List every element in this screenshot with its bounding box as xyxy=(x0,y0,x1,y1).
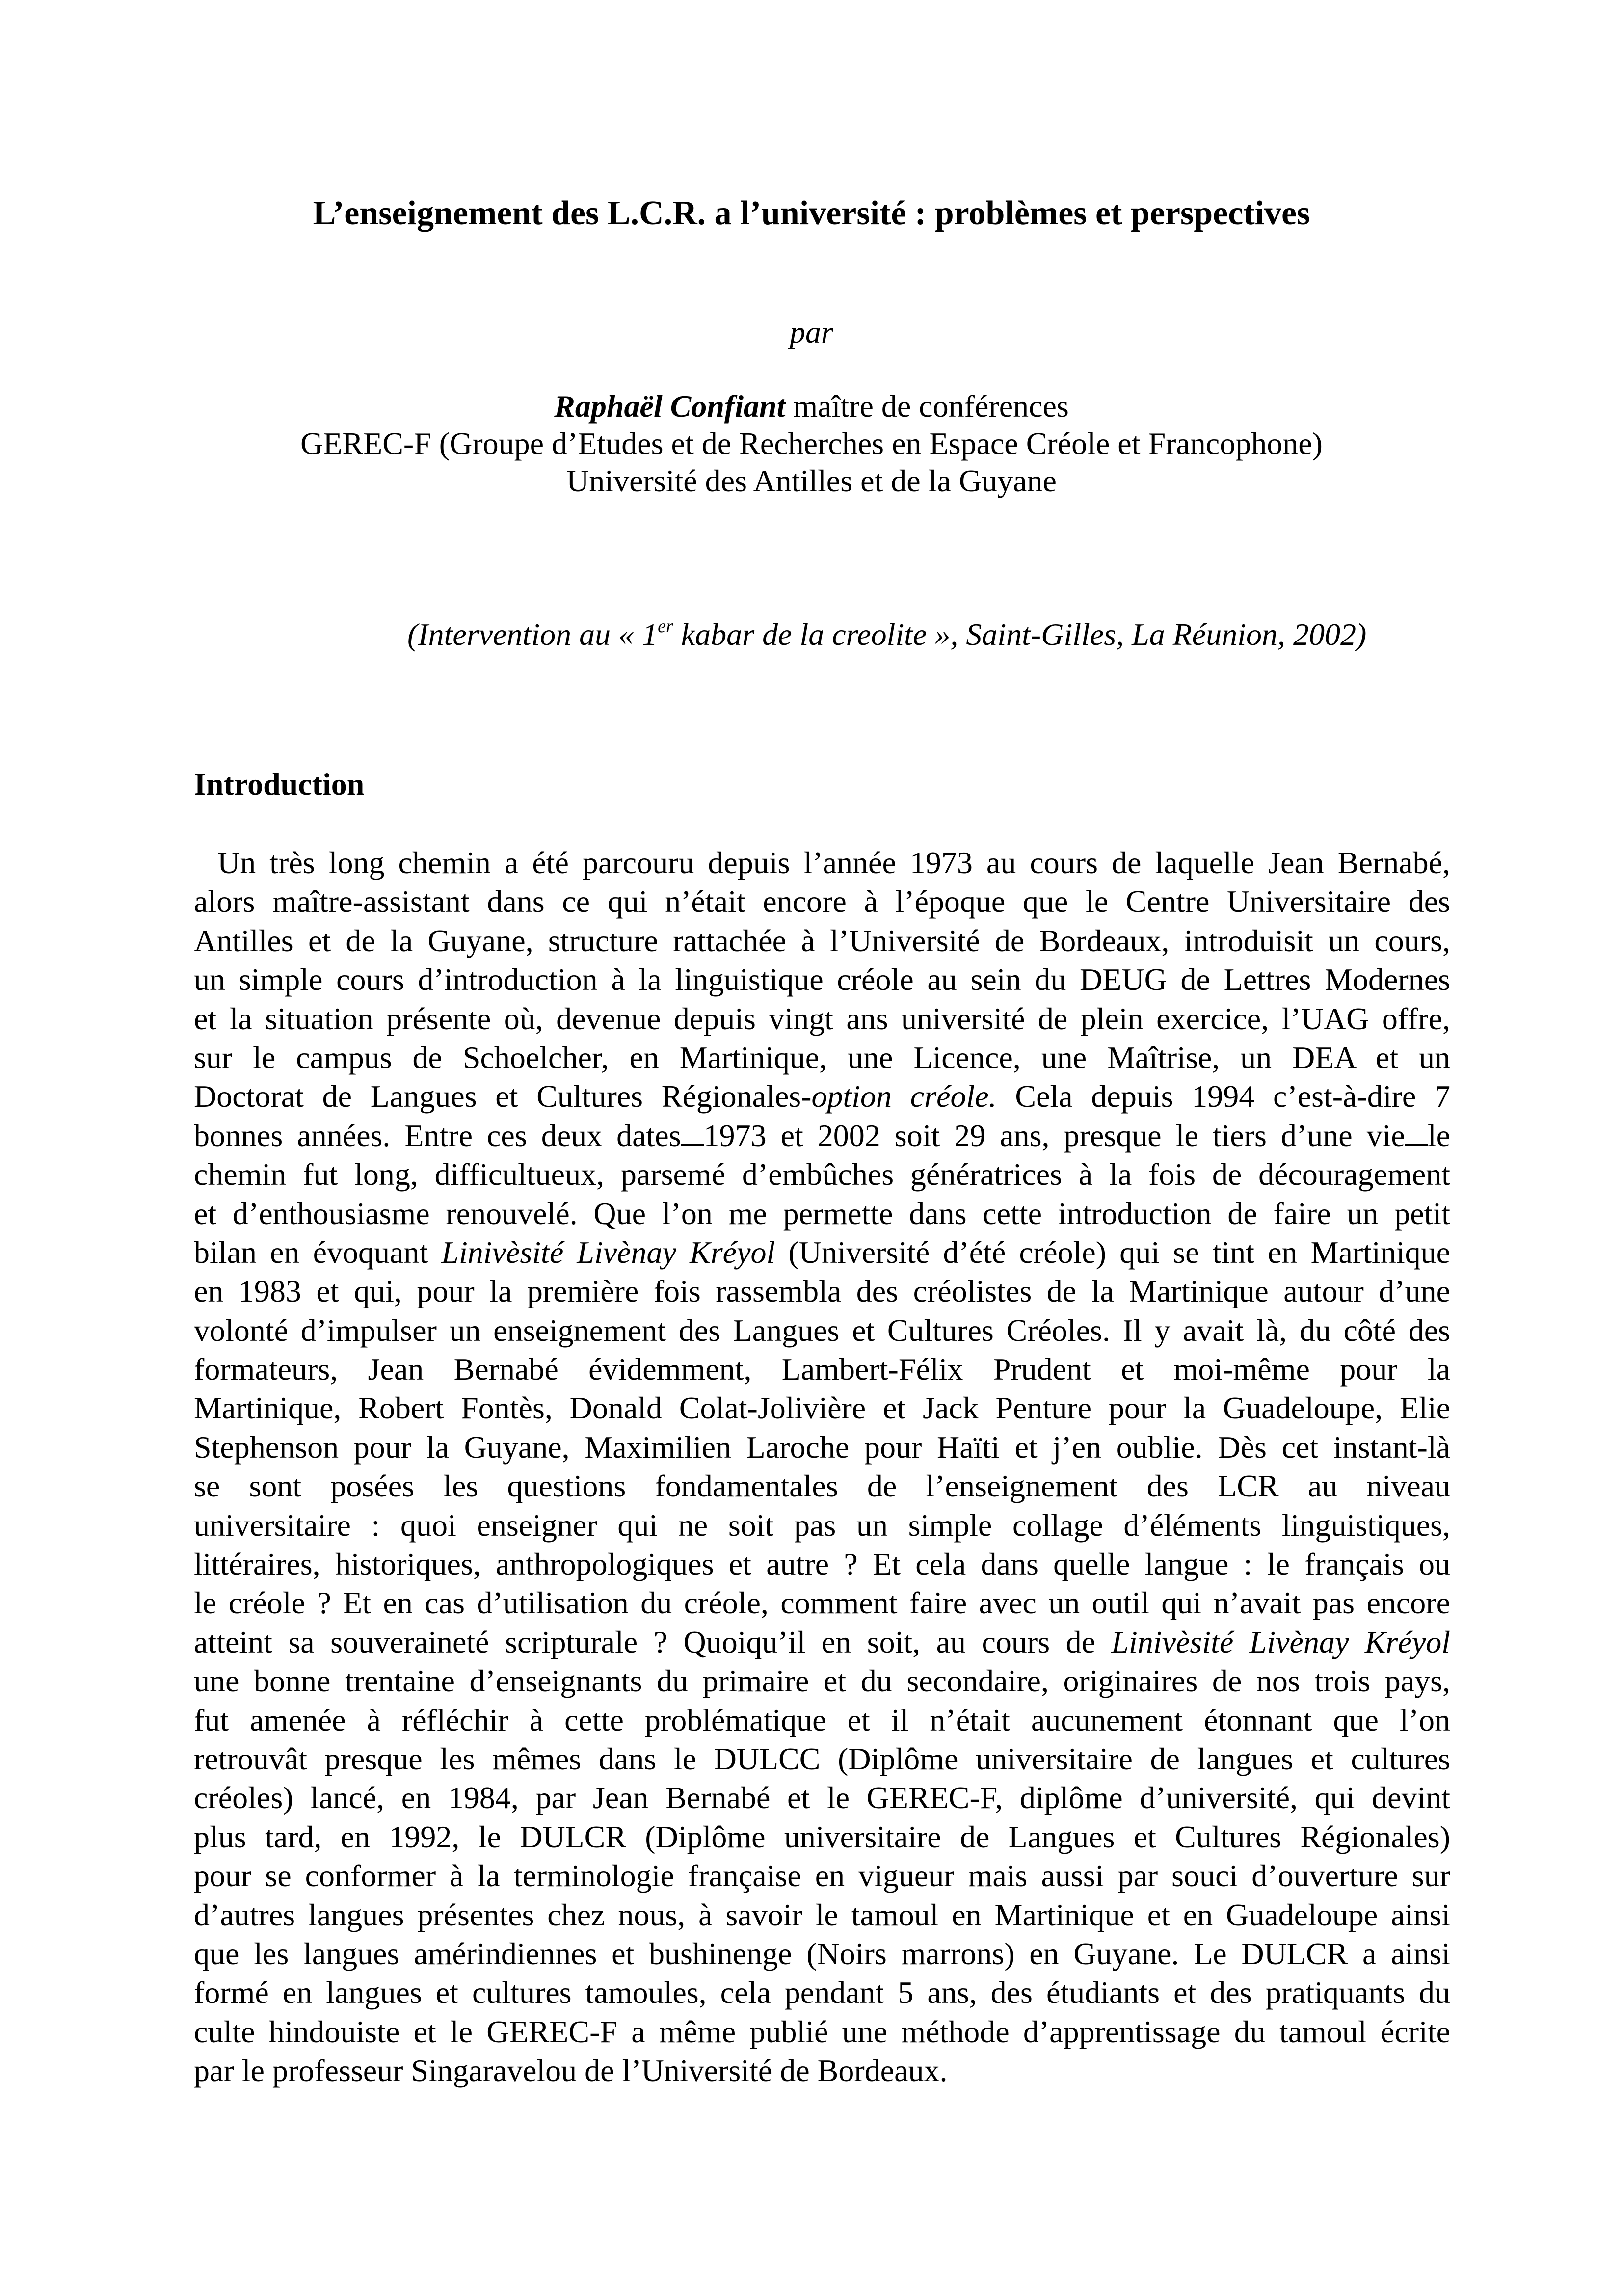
paragraph-line xyxy=(194,1661,1450,1700)
text-run: retrouvât presque les mêmes dans le DULCC (Diplôme universitaire de langues et cultures xyxy=(194,1741,1450,1776)
paragraph-line xyxy=(194,1272,1450,1310)
paragraph-line xyxy=(194,1388,1450,1427)
text-run: culte hindouiste et le GEREC-F a même publié une méthode d’apprentissage du tamoul écrite xyxy=(194,2014,1450,2049)
paragraph-line xyxy=(194,1233,1450,1272)
paragraph-line xyxy=(194,2012,1450,2051)
text-run: se sont posées les questions fondamentales de l’enseignement des LCR au niveau xyxy=(194,1468,1450,1504)
text-run: et la situation présente où, devenue depuis vingt ans université de plein exercice, l’UAG offre, xyxy=(194,1001,1450,1036)
venue-superscript: er xyxy=(658,616,673,637)
text-run: universitaire : quoi enseigner qui ne soit pas un simple collage d’éléments linguistiques, xyxy=(194,1507,1450,1543)
text-run: Stephenson pour la Guyane, Maximilien Laroche pour Haïti et j’en oublie. Dès cet instant-là xyxy=(194,1429,1450,1465)
paragraph-line xyxy=(194,999,1450,1038)
paragraph-line xyxy=(194,1701,1450,1739)
text-run: 1973 et 2002 soit 29 ans, presque le tiers d’une vie xyxy=(703,1118,1405,1153)
text-run: sur le campus de Schoelcher, en Martinique, une Licence, une Maîtrise, un DEA et un xyxy=(194,1040,1450,1075)
text-run: plus tard, en 1992, le DULCR (Diplôme universitaire de Langues et Cultures Régionales) xyxy=(194,1819,1450,1854)
paragraph-line xyxy=(194,1778,1450,1817)
paragraph-line xyxy=(194,2051,1450,2090)
text-run: Martinique, Robert Fontès, Donald Colat-Jolivière et Jack Penture pour la Guadeloupe, Elie xyxy=(194,1390,1450,1426)
italic-text: Linivèsité Livènay Kréyol xyxy=(441,1234,775,1270)
section-heading: Introduction xyxy=(194,767,365,801)
text-run: et d’enthousiasme renouvelé. Que l’on me permette dans cette introduction de faire un petit xyxy=(194,1196,1450,1231)
paragraph-line xyxy=(194,1817,1450,1856)
paragraph-line xyxy=(194,1077,1450,1116)
paragraph-line xyxy=(194,1623,1450,1661)
text-run: Antilles et de la Guyane, structure rattachée à l’Université de Bordeaux, introduisit un cours, xyxy=(194,923,1450,958)
paragraph-line xyxy=(194,1350,1450,1388)
paragraph-line xyxy=(194,1739,1450,1778)
text-run: Doctorat de Langues et Cultures Régionales- xyxy=(194,1079,812,1114)
text-run: par le professeur Singaravelou de l’Université de Bordeaux. xyxy=(194,2053,948,2088)
author-role: maître de conférences xyxy=(785,389,1069,424)
paragraph-line xyxy=(194,1155,1450,1194)
paragraph-line xyxy=(194,1194,1450,1233)
paragraph-line xyxy=(194,1467,1450,1505)
text-run: Un très long chemin a été parcouru depuis l’année 1973 au cours de laquelle Jean Bernabé, xyxy=(217,845,1450,880)
author-affiliation: GEREC-F (Groupe d’Etudes et de Recherches en Espace Créole et Francophone) xyxy=(300,426,1323,461)
byline: par xyxy=(790,315,833,349)
text-run: Cela depuis 1994 c’est-à-dire 7 xyxy=(996,1079,1451,1114)
text-run: en 1983 et qui, pour la première fois rassembla des créolistes de la Martinique autour d’une xyxy=(194,1274,1450,1309)
text-run: atteint sa souveraineté scripturale ? Quoiqu’il en soit, au cours de xyxy=(194,1624,1112,1659)
italic-text: Linivèsité Livènay Kréyol xyxy=(1111,1624,1451,1659)
paragraph-line xyxy=(194,843,1450,882)
document-title: L’enseignement des L.C.R. a l’université : problèmes et perspectives xyxy=(313,194,1310,232)
paragraph-line xyxy=(194,882,1450,921)
paragraph-line xyxy=(194,1896,1450,1934)
text-run: bilan en évoquant xyxy=(194,1234,442,1270)
paragraph-line xyxy=(194,1545,1450,1583)
text-run: formé en langues et cultures tamoules, cela pendant 5 ans, des étudiants et des pratiquants du xyxy=(194,1975,1450,2010)
italic-text: option créole. xyxy=(811,1079,997,1114)
author-name: Raphaël Confiant xyxy=(554,389,786,424)
paragraph-line xyxy=(194,960,1450,999)
text-run: chemin fut long, difficultueux, parsemé d’embûches génératrices à la fois de découragement xyxy=(194,1157,1450,1192)
text-run: une bonne trentaine d’enseignants du primaire et du secondaire, originaires de nos trois pays, xyxy=(194,1663,1450,1699)
paragraph-line xyxy=(194,1038,1450,1077)
venue-note xyxy=(407,616,1438,653)
text-run: le créole ? Et en cas d’utilisation du créole, comment faire avec un outil qui n’avait pas encore xyxy=(194,1585,1450,1621)
paragraph-line xyxy=(194,921,1450,960)
author-line xyxy=(0,388,1623,425)
paragraph-line xyxy=(194,1973,1450,2012)
text-run: fut amenée à réfléchir à cette problématique et il n’était aucunement étonnant que l’on xyxy=(194,1702,1450,1737)
text-run: créoles) lancé, en 1984, par Jean Bernabé et le GEREC-F, diplôme d’université, qui devint xyxy=(194,1780,1450,1815)
author-block xyxy=(0,388,1623,500)
text-run: volonté d’impulser un enseignement des Langues et Cultures Créoles. Il y avait là, du côté des xyxy=(194,1312,1450,1348)
em-dash-rule xyxy=(1405,1116,1428,1146)
paragraph-line xyxy=(194,1428,1450,1467)
text-run: alors maître-assistant dans ce qui n’était encore à l’époque que le Centre Universitaire des xyxy=(194,884,1450,919)
text-run: bonnes années. Entre ces deux dates xyxy=(194,1118,681,1153)
paragraph-line xyxy=(194,1506,1450,1545)
text-run: un simple cours d’introduction à la linguistique créole au sein du DEUG de Lettres Modernes xyxy=(194,962,1450,997)
text-run: formateurs, Jean Bernabé évidemment, Lambert-Félix Prudent et moi-même pour la xyxy=(194,1352,1450,1387)
venue-suffix: kabar de la creolite », Saint-Gilles, La Réunion, 2002) xyxy=(673,617,1367,652)
paragraph-line xyxy=(194,1856,1450,1895)
paragraph-line xyxy=(194,1311,1450,1350)
text-run: d’autres langues présentes chez nous, à savoir le tamoul en Martinique et en Guadeloupe ainsi xyxy=(194,1897,1450,1932)
venue-prefix: (Intervention au « 1 xyxy=(407,617,658,652)
em-dash-rule xyxy=(681,1116,704,1146)
text-run: que les langues amérindiennes et bushinenge (Noirs marrons) en Guyane. Le DULCR a ainsi xyxy=(194,1936,1450,1971)
author-university: Université des Antilles et de la Guyane xyxy=(566,463,1057,498)
paragraph-line xyxy=(194,1934,1450,1973)
paragraph-line xyxy=(194,1583,1450,1622)
text-run: (Université d’été créole) qui se tint en Martinique xyxy=(775,1234,1451,1270)
text-run: littéraires, historiques, anthropologiques et autre ? Et cela dans quelle langue : le français ou xyxy=(194,1547,1450,1582)
paragraph-line xyxy=(194,1116,1450,1155)
introduction-paragraph xyxy=(194,843,1450,2090)
text-run: le xyxy=(1427,1118,1451,1153)
text-run: pour se conformer à la terminologie française en vigueur mais aussi par souci d’ouverture sur xyxy=(194,1858,1450,1894)
